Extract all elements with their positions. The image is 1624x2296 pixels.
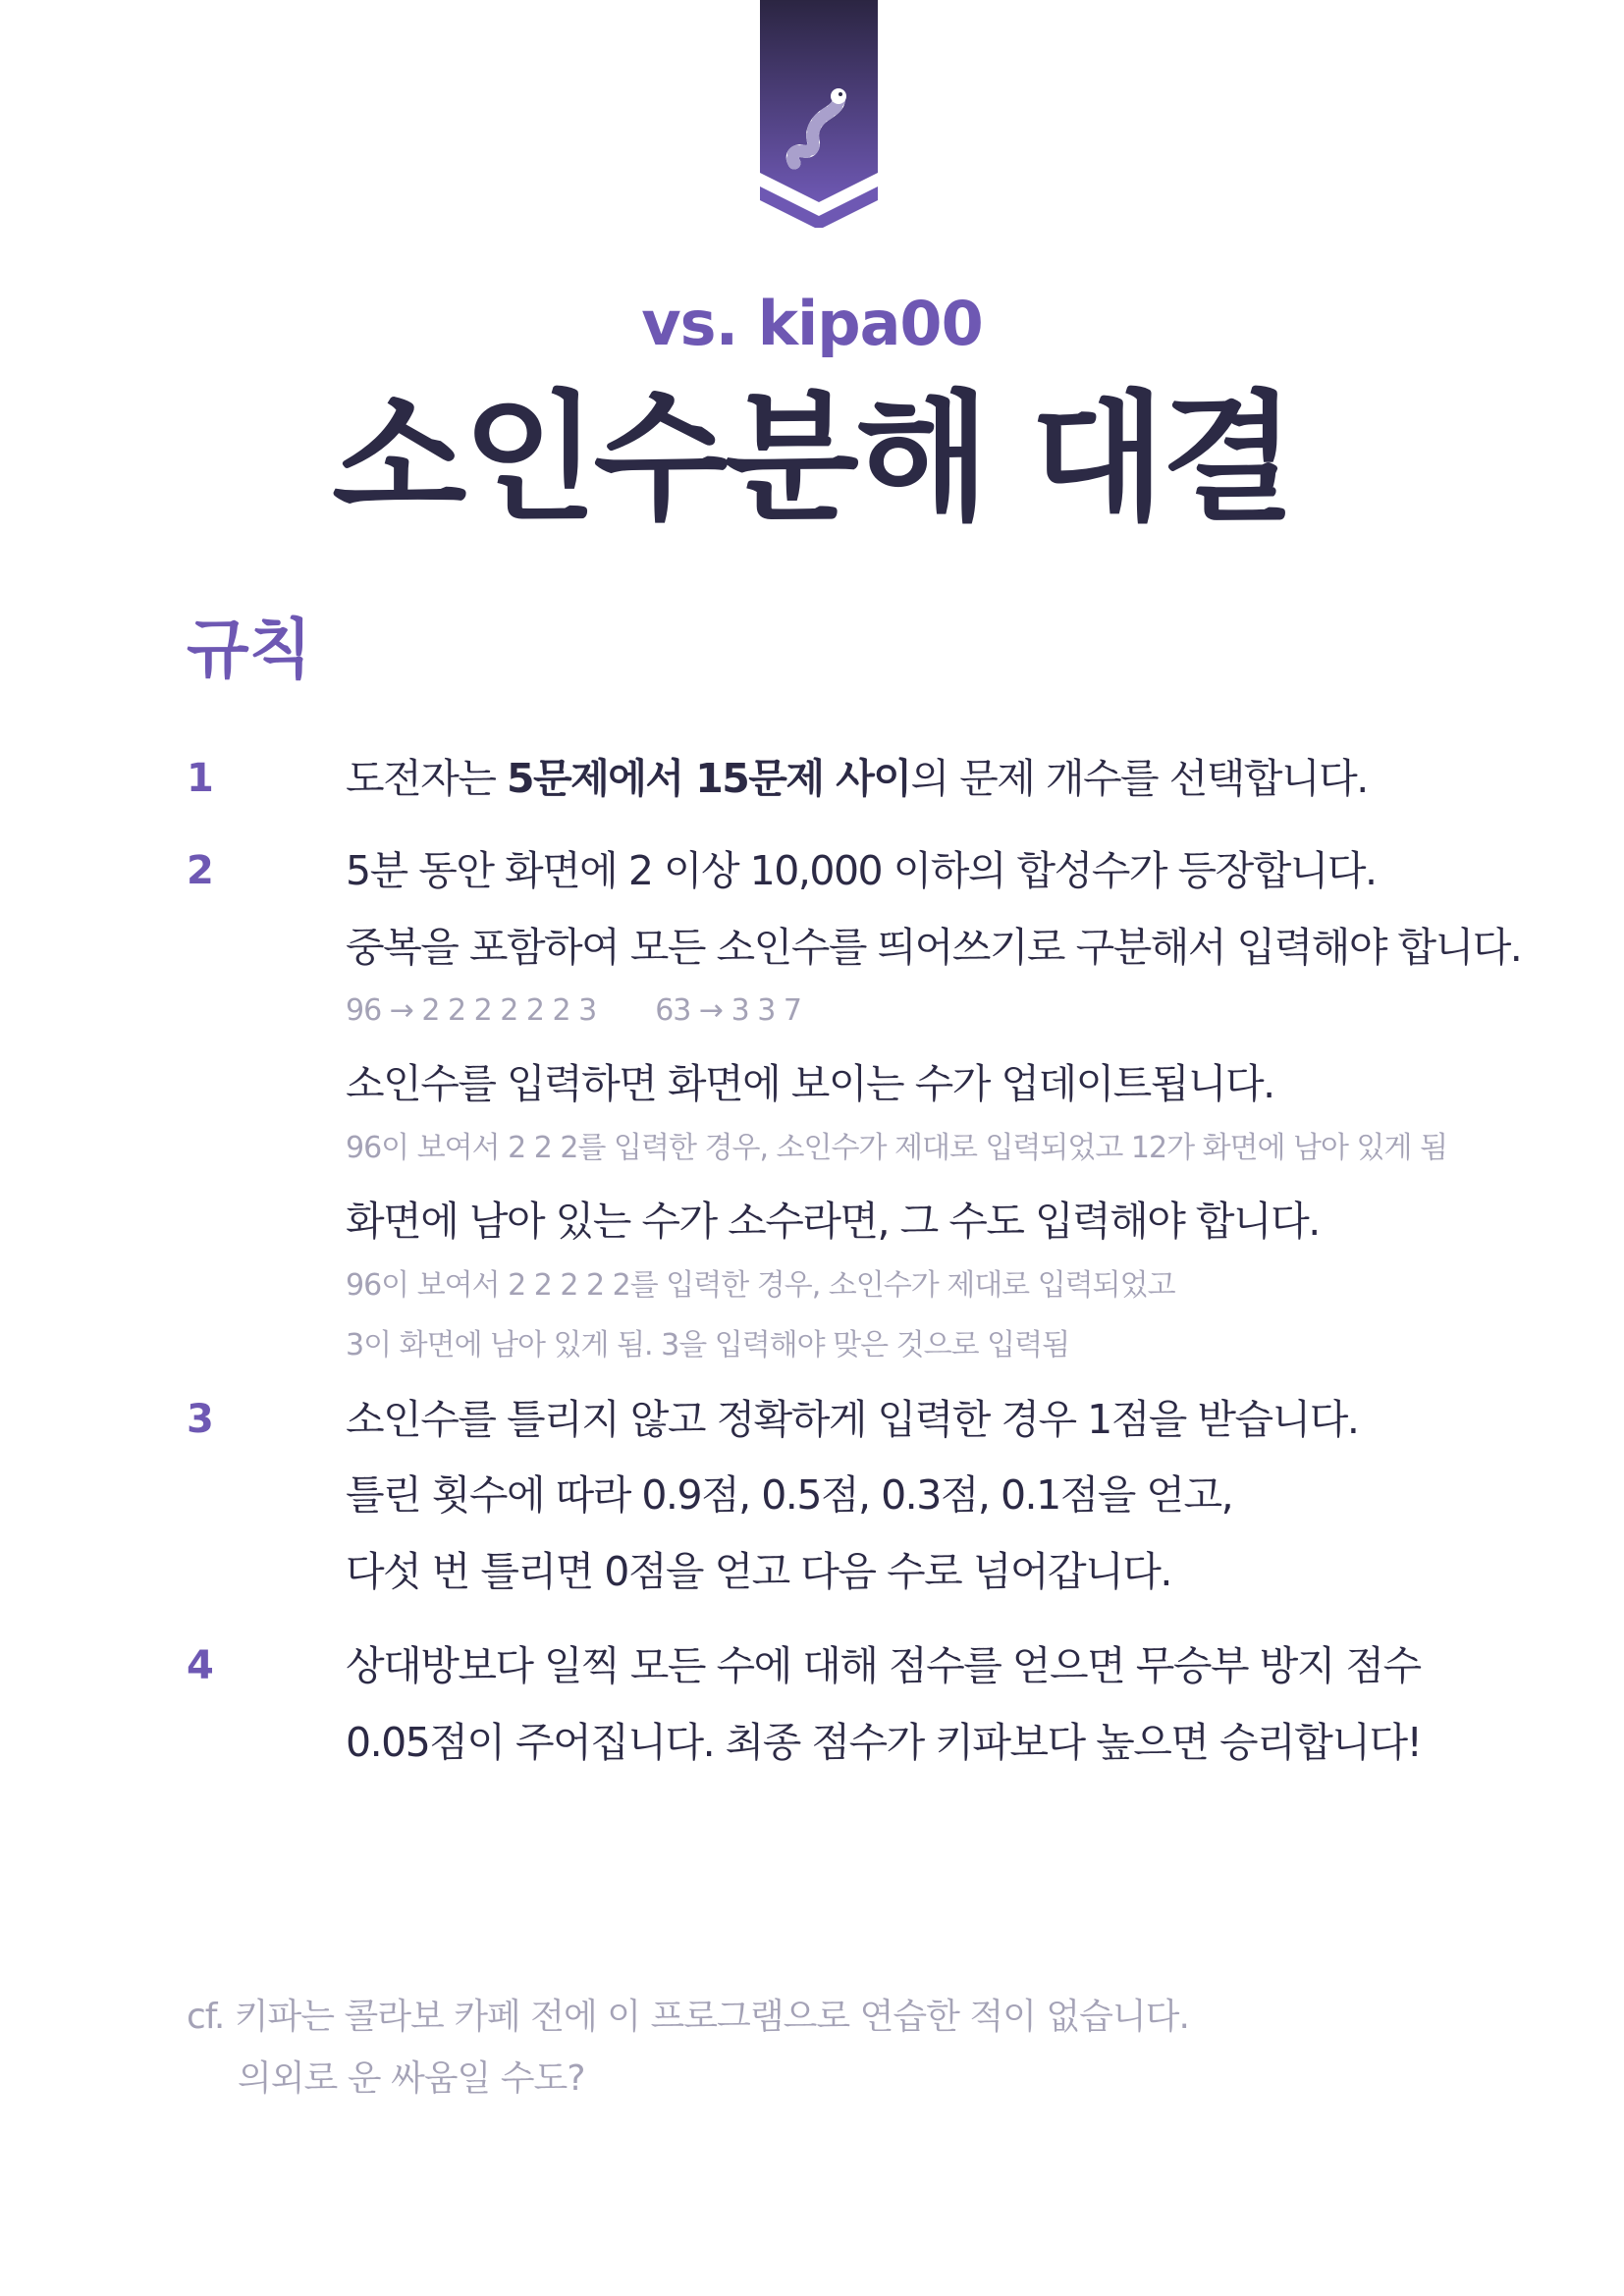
rule-1-line-1 bbox=[346, 753, 1368, 804]
rule-2-line-3: 소인수를 입력하면 화면에 보이는 수가 업데이트됩니다. bbox=[346, 1060, 1274, 1107]
rule-number-1: 1 bbox=[187, 756, 214, 801]
subtitle: vs. kipa00 bbox=[641, 288, 983, 359]
rule-number-3: 3 bbox=[187, 1397, 214, 1442]
footnote-line-2: 의외로 운 싸움일 수도? bbox=[238, 2058, 585, 2099]
rule-2-example-1b: 63 → 3 3 7 bbox=[655, 993, 801, 1028]
rule-2-line-4: 화면에 남아 있는 수가 소수라면, 그 수도 입력해야 합니다. bbox=[346, 1198, 1320, 1245]
rule-1-text-bold: 5문제에서 15문제 사이 bbox=[506, 755, 911, 802]
rule-2-line-1: 5분 동안 화면에 2 이상 10,000 이하의 합성수가 등장합니다. bbox=[346, 847, 1377, 894]
rule-2-example-2: 96이 보여서 2 2 2를 입력한 경우, 소인수가 제대로 입력되었고 12가 화면에 남아 있게 됨 bbox=[346, 1131, 1448, 1165]
rule-4-line-2: 0.05점이 주어집니다. 최종 점수가 키파보다 높으면 승리합니다! bbox=[346, 1719, 1422, 1766]
rule-1-text-post: 의 문제 개수를 선택합니다. bbox=[910, 755, 1368, 802]
header-banner bbox=[760, 0, 878, 228]
rule-2-line-2: 중복을 포함하여 모든 소인수를 띄어쓰기로 구분해서 입력해야 합니다. bbox=[346, 924, 1522, 971]
rule-2-example-3b: 3이 화면에 남아 있게 됨. 3을 입력해야 맞은 것으로 입력됨 bbox=[346, 1328, 1070, 1362]
rule-1-text-pre: 도전자는 bbox=[346, 755, 507, 802]
rules-heading: 규칙 bbox=[187, 612, 312, 687]
rule-number-4: 4 bbox=[187, 1643, 214, 1688]
rule-3-line-2: 틀린 횟수에 따라 0.9점, 0.5점, 0.3점, 0.1점을 얻고, bbox=[346, 1471, 1233, 1519]
rule-2-example-1 bbox=[346, 991, 801, 1031]
page-title: 소인수분해 대결 bbox=[332, 378, 1292, 540]
rule-4-line-1: 상대방보다 일찍 모든 수에 대해 점수를 얻으면 무승부 방지 점수 bbox=[346, 1642, 1421, 1689]
rule-3-line-1: 소인수를 틀리지 않고 정확하게 입력한 경우 1점을 받습니다. bbox=[346, 1396, 1359, 1443]
rule-2-example-1a: 96 → 2 2 2 2 2 2 3 bbox=[346, 993, 597, 1028]
rule-2-example-3a: 96이 보여서 2 2 2 2 2를 입력한 경우, 소인수가 제대로 입력되었고 bbox=[346, 1268, 1175, 1303]
rule-number-2: 2 bbox=[187, 848, 214, 893]
rule-3-line-3: 다섯 번 틀리면 0점을 얻고 다음 수로 넘어갑니다. bbox=[346, 1548, 1171, 1595]
footnote-line-1: cf. 키파는 콜라보 카페 전에 이 프로그램으로 연습한 적이 없습니다. bbox=[187, 1997, 1189, 2037]
